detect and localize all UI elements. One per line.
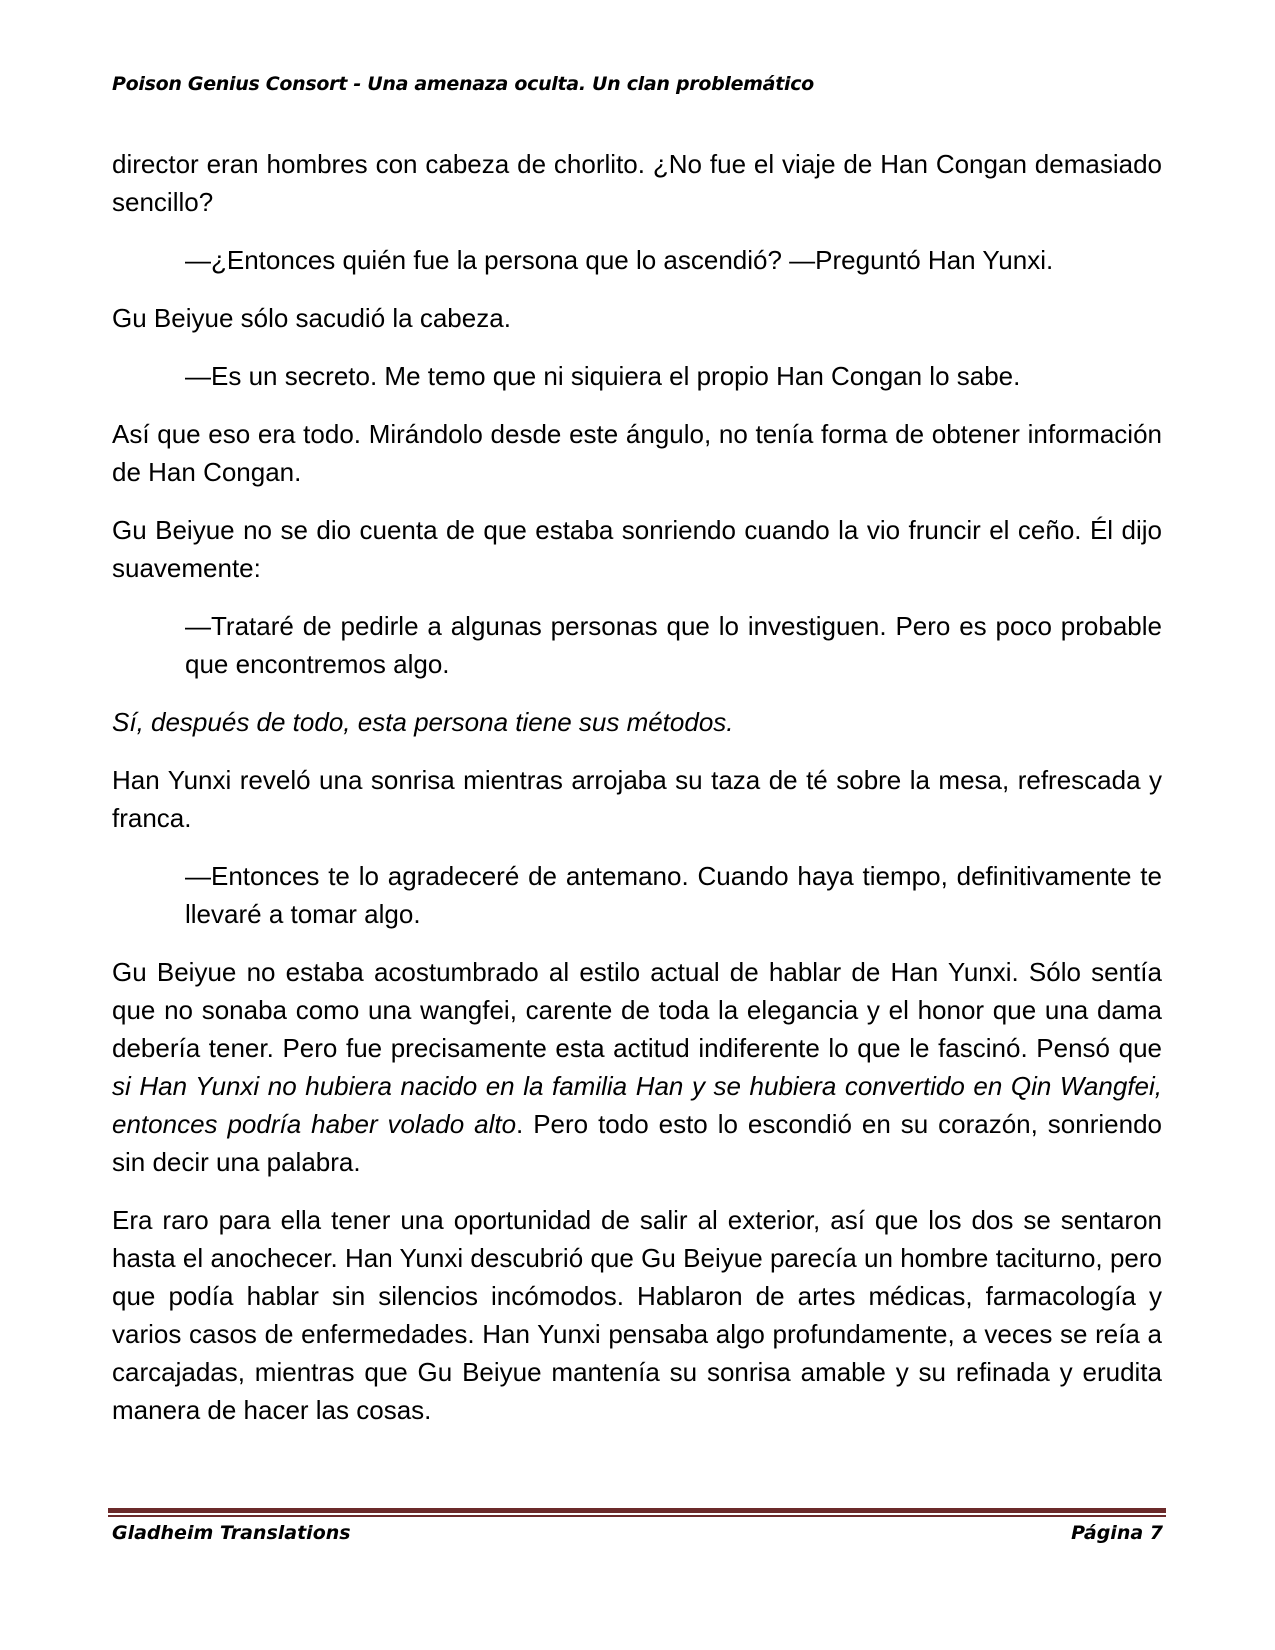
dialogue-paragraph: —¿Entonces quién fue la persona que lo ascendió? —Preguntó Han Yunxi.	[185, 245, 1054, 275]
footer-translator-name: Gladheim Translations	[112, 1522, 351, 1544]
paragraph: Han Yunxi reveló una sonrisa mientras arrojaba su taza de té sobre la mesa, refrescada y franca.	[112, 765, 1162, 833]
dialogue-paragraph: —Entonces te lo agradeceré de antemano. Cuando haya tiempo, definitivamente te llevaré a tomar algo.	[185, 861, 1162, 929]
page-header-title: Poison Genius Consort - Una amenaza oculta. Un clan problemático	[112, 73, 814, 95]
paragraph-text: Gu Beiyue no estaba acostumbrado al estilo actual de hablar de Han Yunxi. Sólo sentía que no sonaba como una wangfei, carente de toda la elegancia y el honor que una dama debería tener. Pero fue precisamente esta actitud indiferente lo que le fascinó. Pensó que	[112, 957, 1162, 1063]
paragraph: Era raro para ella tener una oportunidad de salir al exterior, así que los dos se sentaron hasta el anochecer. Han Yunxi descubrió que Gu Beiyue parecía un hombre taciturno, pero que podía hablar sin silencios incómodos. Hablaron de artes médicas, farmacología y varios casos de enfermedades. Han Yunxi pensaba algo profundamente, a veces se reía a carcajadas, mientras que Gu Beiyue mantenía su sonrisa amable y su refinada y erudita manera de hacer las cosas.	[112, 1205, 1162, 1425]
paragraph: director eran hombres con cabeza de chorlito. ¿No fue el viaje de Han Congan demasiado sencillo?	[112, 149, 1162, 217]
italic-thought-text: si Han Yunxi no hubiera nacido en la familia Han y se hubiera convertido en Qin Wangfei, entonces podría haber volado alto	[112, 1071, 1162, 1139]
dialogue-paragraph: —Es un secreto. Me temo que ni siquiera el propio Han Congan lo sabe.	[185, 361, 1021, 391]
paragraph: Gu Beiyue no se dio cuenta de que estaba sonriendo cuando la vio fruncir el ceño. Él dijo suavemente:	[112, 515, 1162, 583]
paragraph-with-italic	[112, 953, 1162, 1181]
italic-thought-paragraph: Sí, después de todo, esta persona tiene sus métodos.	[112, 707, 734, 737]
footer-rule-thin	[108, 1515, 1166, 1517]
page-body	[112, 145, 1162, 1449]
paragraph: Gu Beiyue sólo sacudió la cabeza.	[112, 303, 511, 333]
footer-page-number: Página 7	[1071, 1522, 1163, 1544]
footer-rule-thick	[108, 1508, 1166, 1513]
dialogue-paragraph: —Trataré de pedirle a algunas personas que lo investiguen. Pero es poco probable que encontremos algo.	[185, 611, 1162, 679]
paragraph: Así que eso era todo. Mirándolo desde este ángulo, no tenía forma de obtener información de Han Congan.	[112, 419, 1162, 487]
paragraph-text: . Pero todo esto lo escondió en su corazón, sonriendo sin decir una palabra.	[112, 1109, 1162, 1177]
